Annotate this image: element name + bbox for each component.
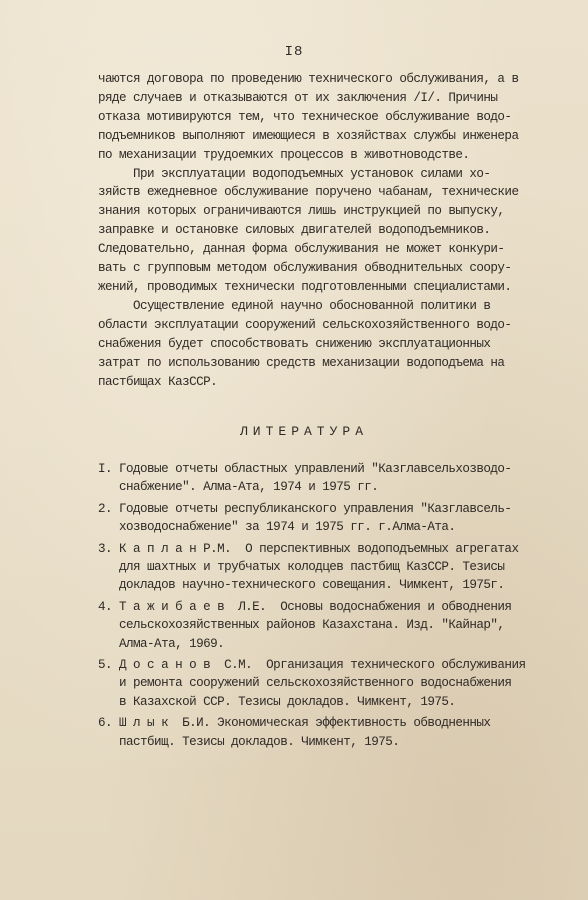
body-line: При эксплуатации водоподъемных установок силами хо- <box>98 166 491 181</box>
reference-item <box>98 656 578 711</box>
reference-item <box>98 460 578 497</box>
reference-line: для шахтных и трубчатых колодцев пастбищ КазССР. Тезисы <box>98 560 505 575</box>
reference-item <box>98 598 578 653</box>
reference-item <box>98 540 578 595</box>
body-line: отказа мотивируются тем, что техническое обслуживание водо- <box>98 109 512 124</box>
body-line: вать с групповым методом обслуживания обводнительных соору- <box>98 261 512 276</box>
body-line: подъемников выполняют имеющиеся в хозяйствах службы инженера <box>98 128 519 143</box>
body-line: ряде случаев и отказываются от их заключения /I/. Причины <box>98 90 498 105</box>
body-text <box>98 70 568 391</box>
body-line: пастбищах КазССР. <box>98 374 218 389</box>
reference-line: и ремонта сооружений сельскохозяйственного водоснабжения <box>98 676 512 691</box>
reference-item <box>98 714 578 751</box>
section-heading: ЛИТЕРАТУРА <box>239 424 368 439</box>
reference-list <box>98 460 578 754</box>
reference-line: в Казахской ССР. Тезисы докладов. Чимкент, 1975. <box>98 694 456 709</box>
reference-line: Алма-Ата, 1969. <box>98 636 225 651</box>
reference-line: 3. К а п л а н Р.М. О перспективных водоподъемных агрегатах <box>98 541 519 556</box>
body-line: Следовательно, данная форма обслуживания не может конкури- <box>98 242 505 257</box>
reference-line: пастбищ. Тезисы докладов. Чимкент, 1975. <box>98 734 400 749</box>
body-line: зяйств ежедневное обслуживание поручено чабанам, технические <box>98 185 519 200</box>
reference-line: I. Годовые отчеты областных управлений "Казглавсельхозводо- <box>98 462 512 476</box>
body-line: чаются договора по проведению технического обслуживания, а в <box>98 72 519 86</box>
page-number: I8 <box>284 44 304 60</box>
reference-line: хозводоснабжение" за 1974 и 1975 гг. г.Алма-Ата. <box>98 520 456 535</box>
reference-line: снабжение". Алма-Ата, 1974 и 1975 гг. <box>98 480 379 495</box>
body-line: по механизации трудоемких процессов в животноводстве. <box>98 147 470 162</box>
body-line: заправке и остановке силовых двигателей водоподъемников. <box>98 223 491 238</box>
body-line: снабжения будет способствовать снижению эксплуатационных <box>98 336 491 351</box>
reference-line: 5. Д о с а н о в С.М. Организация технического обслуживания <box>98 658 526 673</box>
body-line: Осуществление единой научно обоснованной политики в <box>98 298 491 313</box>
reference-line: 6. Ш л ы к Б.И. Экономическая эффективность обводненных <box>98 716 491 731</box>
body-line: знания которых ограничиваются лишь инструкцией по выпуску, <box>98 204 505 219</box>
body-line: затрат по использованию средств механизации водоподъема на <box>98 355 505 370</box>
body-line: жений, проводимых технически подготовленными специалистами. <box>98 279 512 294</box>
reference-line: докладов научно-технического совещания. Чимкент, 1975г. <box>98 578 505 593</box>
reference-item <box>98 500 578 537</box>
reference-line: 4. Т а ж и б а е в Л.Е. Основы водоснабжения и обводнения <box>98 599 512 614</box>
reference-line: сельскохозяйственных районов Казахстана. Изд. "Кайнар", <box>98 618 505 633</box>
reference-line: 2. Годовые отчеты республиканского управления "Казглавсель- <box>98 501 512 516</box>
body-line: области эксплуатации сооружений сельскохозяйственного водо- <box>98 317 512 332</box>
